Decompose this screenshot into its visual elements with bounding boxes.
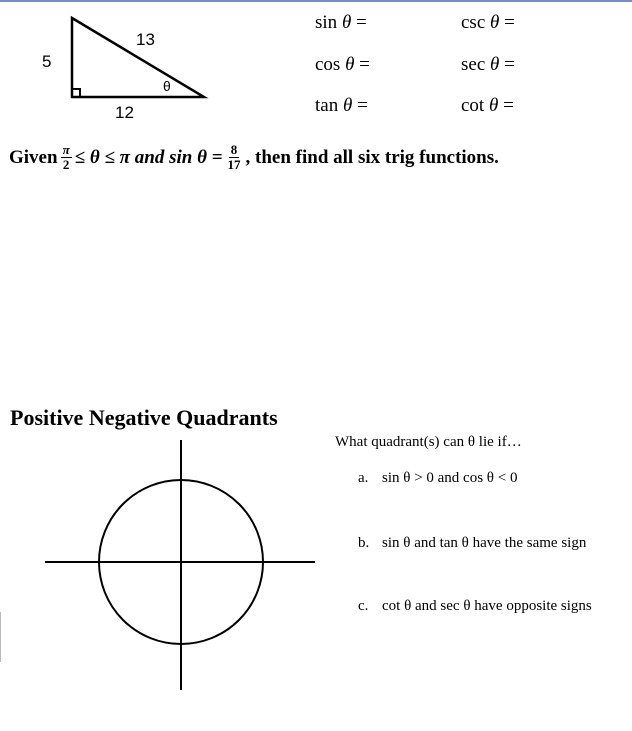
- sec-equals: =: [504, 54, 515, 75]
- eight-over-seventeen-fraction: [226, 143, 243, 172]
- cos-equals: =: [359, 54, 370, 75]
- question-c-letter: c.: [358, 598, 369, 614]
- tan-blank: [315, 95, 368, 117]
- given-statement: [9, 143, 499, 172]
- given-prefix: Given: [9, 146, 58, 168]
- sin-theta: θ: [341, 12, 352, 33]
- triangle-angle-label: θ: [163, 78, 171, 94]
- sec-label: sec: [461, 54, 486, 75]
- csc-label: csc: [461, 12, 486, 33]
- quadrant-question-a: [358, 470, 517, 487]
- cos-blank: [315, 54, 370, 76]
- unit-circle-axes-figure: [40, 435, 320, 695]
- question-a-text: sin θ > 0 and cos θ < 0: [382, 470, 518, 486]
- cot-theta: θ: [488, 95, 499, 116]
- question-b-text: sin θ and tan θ have the same sign: [382, 535, 587, 551]
- cot-equals: =: [503, 95, 514, 116]
- fraction-denominator-seventeen: 17: [227, 157, 241, 172]
- page-edge-mark: [0, 612, 1, 662]
- pi-over-two-fraction: [61, 143, 72, 172]
- quadrants-heading: Positive Negative Quadrants: [10, 405, 278, 430]
- triangle-side-bottom: 12: [115, 103, 134, 122]
- tan-theta: θ: [342, 95, 353, 116]
- csc-blank: [461, 12, 515, 34]
- sec-blank: [461, 54, 515, 76]
- tan-equals: =: [357, 95, 368, 116]
- quadrant-question-b: [358, 535, 586, 552]
- sec-theta: θ: [490, 54, 500, 75]
- question-a-letter: a.: [358, 470, 369, 486]
- question-c-text: cot θ and sec θ have opposite signs: [382, 598, 592, 614]
- quadrant-question-c: [358, 598, 592, 615]
- given-suffix: , then find all six trig functions.: [245, 146, 499, 168]
- sin-label: sin: [315, 12, 338, 33]
- sin-equals: =: [356, 12, 367, 33]
- given-condition: ≤ θ ≤ π and sin θ =: [74, 146, 223, 168]
- quadrant-question-intro: What quadrant(s) can θ lie if…: [335, 434, 522, 450]
- cos-theta: θ: [345, 54, 355, 75]
- cot-label: cot: [461, 95, 485, 116]
- triangle-hypotenuse: 13: [136, 30, 155, 49]
- cot-blank: [461, 95, 514, 117]
- tan-label: tan: [315, 95, 339, 116]
- triangle-side-left: 5: [42, 52, 52, 71]
- top-border: [0, 0, 632, 2]
- question-b-letter: b.: [358, 535, 370, 551]
- sin-blank: [315, 12, 367, 34]
- fraction-numerator-pi: π: [62, 142, 70, 157]
- csc-theta: θ: [490, 12, 500, 33]
- csc-equals: =: [504, 12, 515, 33]
- fraction-numerator-eight: 8: [230, 142, 238, 157]
- cos-label: cos: [315, 54, 341, 75]
- fraction-denominator-two: 2: [62, 157, 70, 172]
